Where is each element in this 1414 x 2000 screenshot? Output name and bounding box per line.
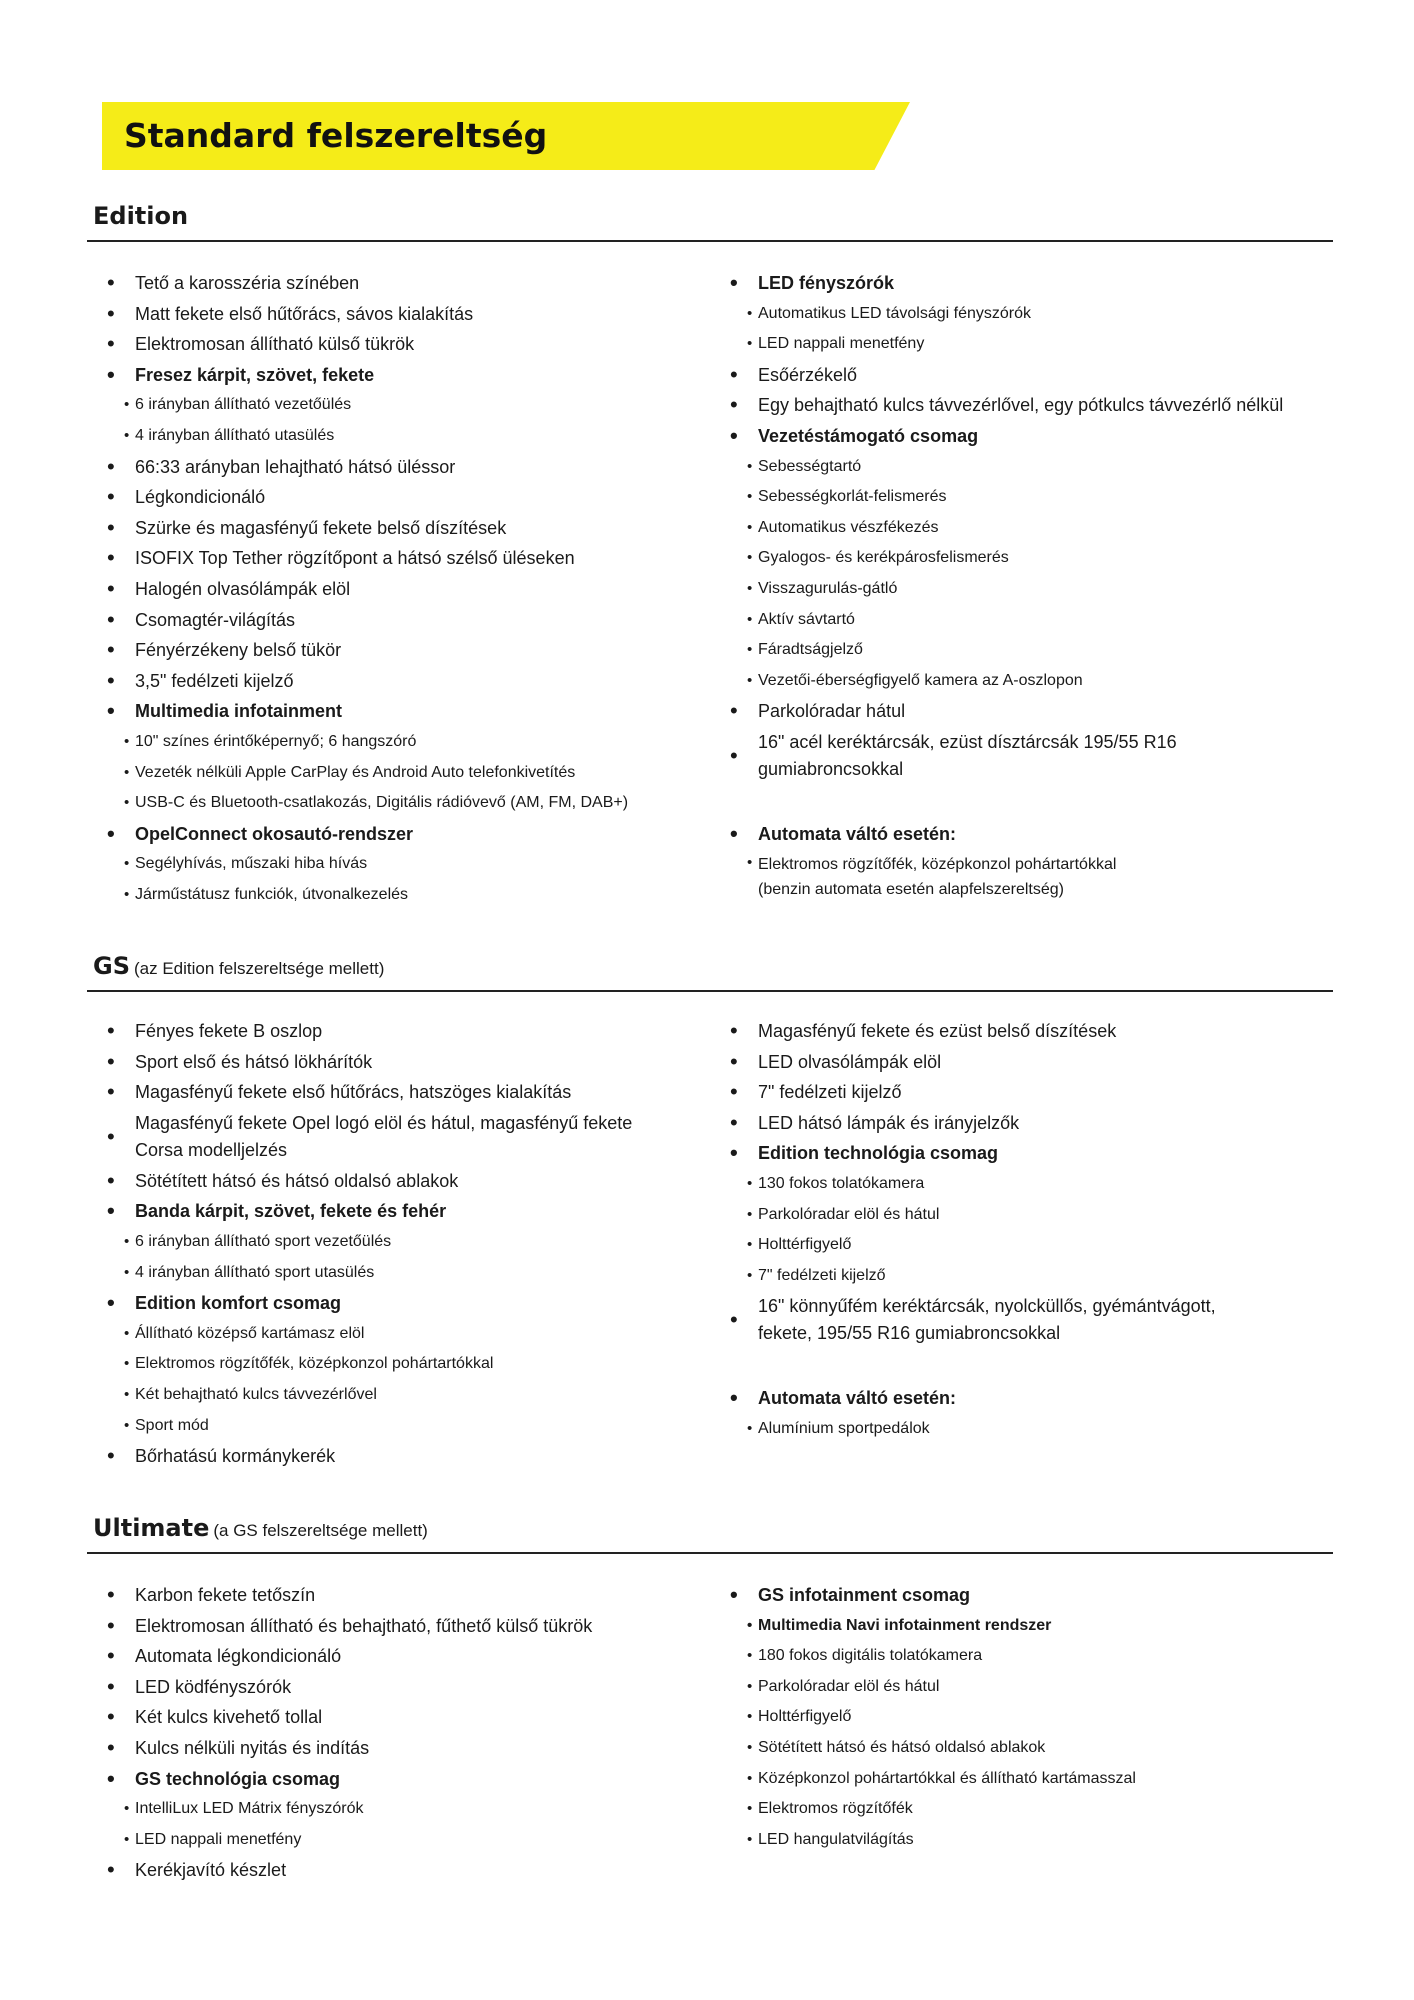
feature-item bbox=[105, 1764, 705, 1795]
feature-text: • 4 irányban állítható sport utasülés bbox=[135, 1263, 375, 1281]
sub-feature-item bbox=[728, 329, 1328, 360]
sub-feature-item bbox=[728, 605, 1328, 636]
feature-item bbox=[105, 1047, 705, 1078]
section-title: GS bbox=[93, 952, 130, 980]
section-subtitle: (az Edition felszereltsége mellett) bbox=[133, 959, 385, 978]
feature-text: • Állítható középső kartámasz elöl bbox=[135, 1324, 365, 1342]
feature-text: • Magasfényű fekete Opel logó elöl és hátul, magasfényű fekete bbox=[135, 1112, 633, 1133]
feature-item bbox=[105, 1611, 705, 1642]
feature-text: • LED olvasólámpák elöl bbox=[758, 1051, 942, 1072]
sub-feature-item bbox=[728, 1733, 1328, 1764]
sub-feature-item bbox=[105, 1258, 705, 1289]
feature-text: • 180 fokos digitális tolatókamera bbox=[758, 1647, 983, 1665]
feature-text: • Elektromosan állítható külső tükrök bbox=[135, 334, 415, 355]
feature-text: • Karbon fekete tetőszín bbox=[135, 1585, 316, 1605]
feature-item bbox=[728, 1016, 1328, 1047]
feature-text: • Csomagtér-világítás bbox=[135, 609, 296, 630]
feature-item bbox=[105, 1641, 705, 1672]
feature-text: • 16" acél keréktárcsák, ezüst dísztárcsák 195/55 R16 bbox=[758, 731, 1177, 752]
feature-text: • Matt fekete első hűtőrács, sávos kialakítás bbox=[135, 303, 474, 324]
feature-item bbox=[728, 1047, 1328, 1078]
sub-feature-item bbox=[728, 1702, 1328, 1733]
feature-text: • Automatikus vészfékezés bbox=[758, 518, 939, 536]
sub-feature-item bbox=[728, 635, 1328, 666]
list-spacer bbox=[728, 785, 1328, 819]
feature-item bbox=[728, 1077, 1328, 1108]
section-gs bbox=[87, 932, 1333, 1467]
feature-text: • LED hangulatvilágítás bbox=[758, 1830, 914, 1848]
feature-text: • Automata légkondicionáló bbox=[135, 1646, 342, 1667]
feature-text: • LED hátsó lámpák és irányjelzők bbox=[758, 1112, 1020, 1133]
feature-text: • Parkolóradar elöl és hátul bbox=[758, 1205, 940, 1223]
feature-item bbox=[105, 605, 705, 636]
feature-item bbox=[105, 1733, 705, 1764]
sub-feature-item bbox=[728, 299, 1328, 330]
sub-feature-item bbox=[728, 452, 1328, 483]
list-spacer bbox=[728, 1349, 1328, 1383]
sub-feature-item bbox=[728, 574, 1328, 605]
section-header bbox=[87, 932, 1333, 992]
feature-text-continued: Corsa modelljelzés bbox=[135, 1139, 288, 1160]
feature-text: • Bőrhatású kormánykerék bbox=[135, 1446, 336, 1467]
sub-feature-item bbox=[728, 1764, 1328, 1795]
feature-text: • Két kulcs kivehető tollal bbox=[135, 1707, 323, 1728]
feature-item bbox=[105, 329, 705, 360]
sub-feature-item bbox=[105, 1349, 705, 1380]
feature-text: • Automata váltó esetén: bbox=[758, 823, 957, 844]
feature-text: • Vezetői-éberségfigyelő kamera az A-oszlopon bbox=[758, 671, 1083, 689]
feature-item bbox=[728, 390, 1328, 421]
feature-item bbox=[105, 1702, 705, 1733]
feature-text: • Elektromos rögzítőfék, középkonzol pohártartókkal bbox=[135, 1355, 494, 1373]
sub-feature-item bbox=[728, 1200, 1328, 1231]
feature-item bbox=[728, 360, 1328, 391]
feature-text: • LED fényszórók bbox=[758, 273, 895, 293]
feature-text: • 130 fokos tolatókamera bbox=[758, 1174, 925, 1192]
feature-text: • Edition komfort csomag bbox=[135, 1293, 342, 1314]
sub-feature-item bbox=[105, 788, 705, 819]
feature-text: • Sport első és hátsó lökhárítók bbox=[135, 1051, 373, 1072]
feature-text: • Parkolóradar hátul bbox=[758, 701, 906, 722]
feature-text: • Esőérzékelő bbox=[758, 364, 858, 385]
feature-text: • Vezetéstámogató csomag bbox=[758, 425, 979, 446]
feature-item bbox=[728, 819, 1328, 850]
page-title: Standard felszereltség bbox=[124, 116, 548, 155]
feature-text: • Automatikus LED távolsági fényszórók bbox=[758, 304, 1032, 322]
feature-text: • 7" fedélzeti kijelző bbox=[758, 1082, 902, 1103]
sub-feature-item bbox=[728, 1611, 1328, 1642]
feature-text: • LED ködfényszórók bbox=[135, 1676, 292, 1697]
feature-item bbox=[105, 819, 705, 850]
feature-item bbox=[105, 666, 705, 697]
feature-text: • ISOFIX Top Tether rögzítőpont a hátsó szélső üléseken bbox=[135, 548, 575, 569]
feature-item bbox=[728, 1291, 1328, 1349]
section-subtitle: (a GS felszereltsége mellett) bbox=[213, 1521, 428, 1540]
feature-text: • Automata váltó esetén: bbox=[758, 1388, 957, 1409]
feature-text: • Sport mód bbox=[135, 1416, 209, 1434]
sub-feature-item bbox=[728, 1641, 1328, 1672]
feature-text: • 6 irányban állítható sport vezetőülés bbox=[135, 1232, 392, 1250]
feature-text: • Visszagurulás-gátló bbox=[758, 579, 898, 597]
feature-text: • Magasfényű fekete első hűtőrács, hatszöges kialakítás bbox=[135, 1082, 572, 1103]
feature-text: • Multimedia infotainment bbox=[135, 701, 342, 722]
feature-text: • Tető a karosszéria színében bbox=[135, 273, 360, 293]
feature-text: • Gyalogos- és kerékpárosfelismerés bbox=[758, 549, 1009, 567]
feature-item bbox=[105, 1672, 705, 1703]
feature-text: • Edition technológia csomag bbox=[758, 1143, 999, 1164]
feature-list-right bbox=[728, 1016, 1328, 1445]
feature-text: • Fényes fekete B oszlop bbox=[135, 1021, 323, 1041]
feature-item bbox=[728, 421, 1328, 452]
feature-item bbox=[105, 543, 705, 574]
feature-item bbox=[105, 635, 705, 666]
feature-text: • Sebességkorlát-felismerés bbox=[758, 488, 947, 506]
feature-text: • Egy behajtható kulcs távvezérlővel, egy pótkulcs távvezérlő nélkül bbox=[758, 395, 1284, 416]
feature-text: • 66:33 arányban lehajtható hátsó üléssor bbox=[135, 456, 456, 477]
feature-item bbox=[105, 513, 705, 544]
feature-item bbox=[105, 1580, 705, 1611]
feature-text-continued: gumiabroncsokkal bbox=[758, 758, 904, 779]
feature-list-right bbox=[728, 268, 1328, 906]
feature-text: • Banda kárpit, szövet, fekete és fehér bbox=[135, 1201, 447, 1222]
sub-feature-item bbox=[105, 421, 705, 452]
feature-item bbox=[105, 452, 705, 483]
sub-feature-item bbox=[105, 880, 705, 911]
feature-text: • GS infotainment csomag bbox=[758, 1585, 971, 1605]
feature-text: • IntelliLux LED Mátrix fényszórók bbox=[135, 1800, 364, 1818]
sub-feature-item bbox=[728, 666, 1328, 697]
feature-text: • OpelConnect okosautó-rendszer bbox=[135, 823, 414, 844]
sub-feature-item bbox=[105, 1380, 705, 1411]
section-edition bbox=[87, 182, 1333, 903]
feature-text: • Kulcs nélküli nyitás és indítás bbox=[135, 1737, 370, 1758]
feature-text: • Parkolóradar elöl és hátul bbox=[758, 1677, 940, 1695]
feature-text: • Elektromos rögzítőfék, középkonzol pohártartókkal bbox=[758, 855, 1117, 873]
sub-feature-item bbox=[105, 1825, 705, 1856]
feature-text: • Fényérzékeny belső tükör bbox=[135, 640, 342, 661]
feature-item bbox=[105, 299, 705, 330]
sub-feature-item bbox=[728, 482, 1328, 513]
feature-text: • Elektromos rögzítőfék bbox=[758, 1800, 913, 1818]
feature-item bbox=[105, 1016, 705, 1047]
sub-feature-item bbox=[105, 1794, 705, 1825]
feature-item bbox=[105, 360, 705, 391]
feature-text: • GS technológia csomag bbox=[135, 1768, 341, 1789]
feature-text: • 10" színes érintőképernyő; 6 hangszóró bbox=[135, 732, 417, 750]
feature-text: • LED nappali menetfény bbox=[758, 335, 925, 353]
feature-text: • Szürke és magasfényű fekete belső díszítések bbox=[135, 517, 507, 538]
sub-feature-item bbox=[105, 758, 705, 789]
sub-feature-item bbox=[728, 1261, 1328, 1292]
feature-text: • Holttérfigyelő bbox=[758, 1708, 852, 1726]
feature-text: • Járműstátusz funkciók, útvonalkezelés bbox=[135, 885, 409, 903]
feature-text: • 7" fedélzeti kijelző bbox=[758, 1266, 886, 1284]
section-title: Ultimate bbox=[93, 1514, 210, 1542]
section-header bbox=[87, 1494, 1333, 1554]
feature-text: • Légkondicionáló bbox=[135, 487, 266, 508]
feature-text: • Alumínium sportpedálok bbox=[758, 1419, 930, 1437]
feature-text: • Középkonzol pohártartókkal és állítható kartámasszal bbox=[758, 1769, 1136, 1787]
feature-item bbox=[728, 1383, 1328, 1414]
feature-text: • Segélyhívás, műszaki hiba hívás bbox=[135, 855, 368, 873]
feature-text-continued: fekete, 195/55 R16 gumiabroncsokkal bbox=[758, 1323, 1061, 1344]
feature-text: • Sötétített hátsó és hátsó oldalsó ablakok bbox=[758, 1738, 1046, 1756]
feature-text: • Sebességtartó bbox=[758, 457, 862, 475]
feature-item bbox=[105, 696, 705, 727]
feature-item bbox=[105, 1166, 705, 1197]
feature-item bbox=[728, 1580, 1328, 1611]
sub-feature-item bbox=[105, 849, 705, 880]
feature-item bbox=[105, 1077, 705, 1108]
feature-text: • Sötétített hátsó és hátsó oldalsó ablakok bbox=[135, 1170, 459, 1191]
feature-item bbox=[728, 696, 1328, 727]
section-title: Edition bbox=[93, 202, 189, 230]
sub-feature-item bbox=[728, 1414, 1328, 1445]
sub-feature-item bbox=[728, 1169, 1328, 1200]
feature-text: • 4 irányban állítható utasülés bbox=[135, 426, 335, 444]
feature-text: • 3,5" fedélzeti kijelző bbox=[135, 670, 294, 691]
feature-text: • USB-C és Bluetooth-csatlakozás, Digitális rádióvevő (AM, FM, DAB+) bbox=[135, 794, 629, 812]
feature-item bbox=[105, 482, 705, 513]
feature-text: • Fresez kárpit, szövet, fekete bbox=[135, 364, 375, 385]
feature-text: • Elektromosan állítható és behajtható, fűthető külső tükrök bbox=[135, 1615, 593, 1636]
feature-text: • LED nappali menetfény bbox=[135, 1830, 302, 1848]
feature-item bbox=[728, 268, 1328, 299]
sub-feature-item bbox=[105, 1319, 705, 1350]
feature-text-continued: (benzin automata esetén alapfelszereltség) bbox=[758, 880, 1064, 898]
feature-item bbox=[105, 574, 705, 605]
sub-feature-item bbox=[105, 1411, 705, 1442]
feature-item bbox=[105, 1108, 705, 1166]
sub-feature-item bbox=[728, 1230, 1328, 1261]
sub-feature-item bbox=[728, 543, 1328, 574]
feature-text: • Holttérfigyelő bbox=[758, 1236, 852, 1254]
feature-text: • Aktív sávtartó bbox=[758, 610, 855, 628]
sub-feature-item bbox=[105, 1227, 705, 1258]
section-header bbox=[87, 182, 1333, 242]
sub-feature-item bbox=[728, 1825, 1328, 1856]
feature-list-left bbox=[105, 1016, 705, 1472]
feature-item bbox=[105, 1855, 705, 1886]
feature-list-right bbox=[728, 1580, 1328, 1855]
sub-feature-item bbox=[728, 1794, 1328, 1825]
feature-text: • Magasfényű fekete és ezüst belső díszítések bbox=[758, 1021, 1117, 1041]
sub-feature-item bbox=[105, 727, 705, 758]
section-ultimate bbox=[87, 1494, 1333, 1881]
feature-text: • Multimedia Navi infotainment rendszer bbox=[758, 1616, 1052, 1634]
feature-text: • Vezeték nélküli Apple CarPlay és Android Auto telefonkivetítés bbox=[135, 763, 576, 781]
feature-text: • 6 irányban állítható vezetőülés bbox=[135, 396, 352, 414]
feature-text: • Fáradtságjelző bbox=[758, 641, 863, 659]
feature-text: • 16" könnyűfém keréktárcsák, nyolcküllős, gyémántvágott, bbox=[758, 1296, 1216, 1317]
sub-feature-item bbox=[728, 513, 1328, 544]
feature-item bbox=[728, 1108, 1328, 1139]
feature-text: • Kerékjavító készlet bbox=[135, 1860, 287, 1881]
feature-item bbox=[105, 1196, 705, 1227]
feature-list-left bbox=[105, 268, 705, 910]
sub-feature-item bbox=[728, 850, 1328, 906]
feature-item bbox=[105, 1441, 705, 1472]
feature-item bbox=[728, 1138, 1328, 1169]
feature-item bbox=[105, 268, 705, 299]
feature-list-left bbox=[105, 1580, 705, 1886]
feature-text: • Két behajtható kulcs távvezérlővel bbox=[135, 1385, 377, 1403]
feature-item bbox=[728, 727, 1328, 785]
feature-item bbox=[105, 1288, 705, 1319]
sub-feature-item bbox=[728, 1672, 1328, 1703]
feature-text: • Halogén olvasólámpák elöl bbox=[135, 578, 351, 599]
sub-feature-item bbox=[105, 390, 705, 421]
